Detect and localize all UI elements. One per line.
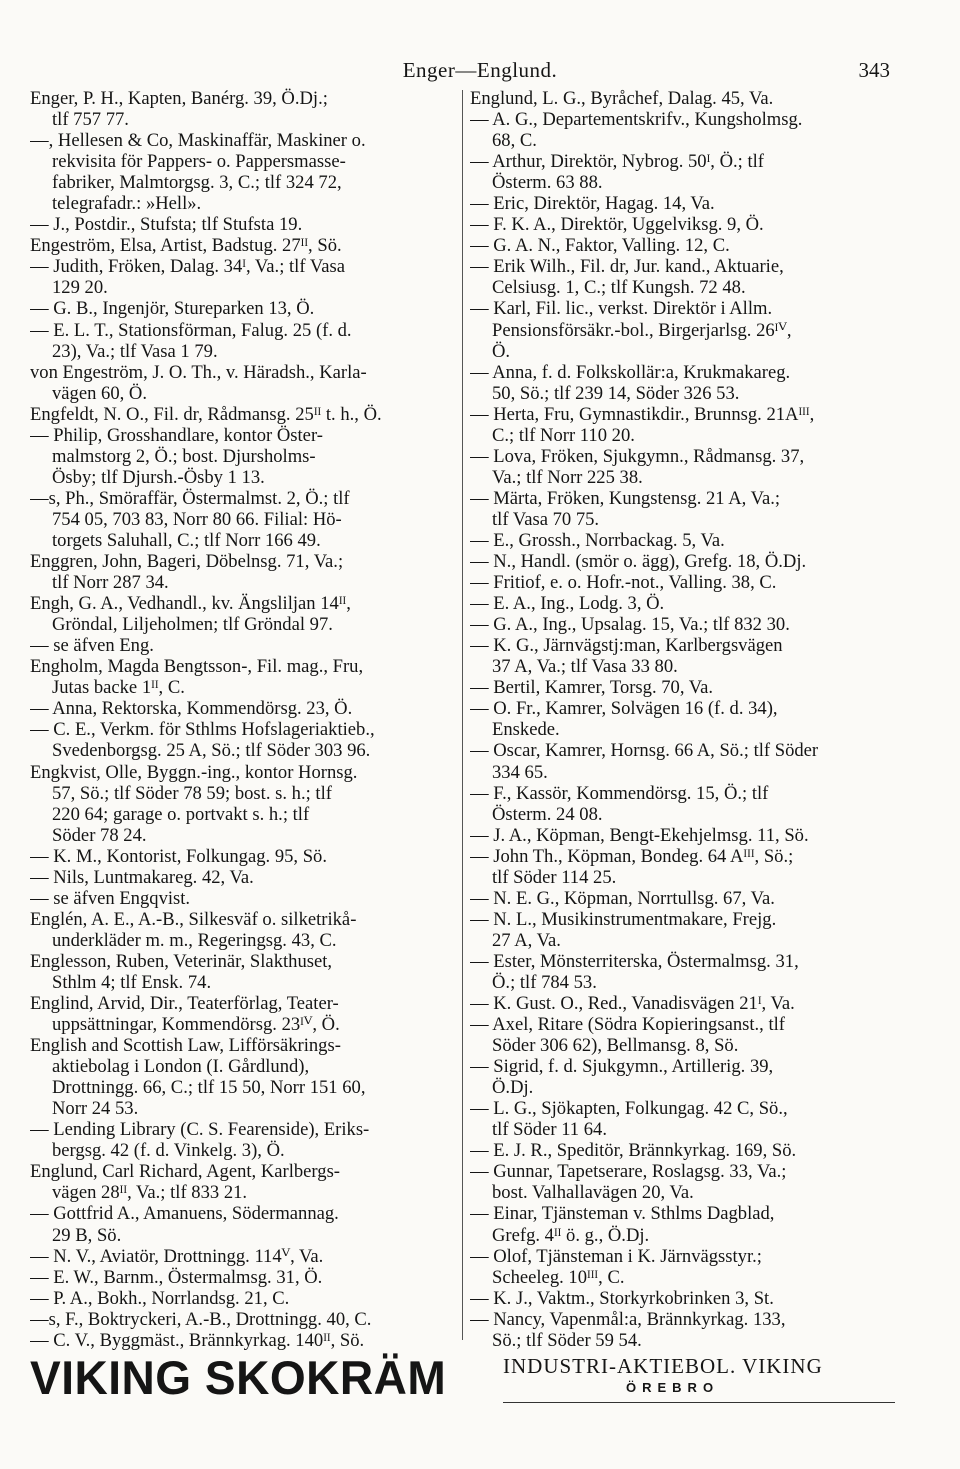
advertisement bbox=[30, 1350, 910, 1410]
directory-line: — C. E., Verkm. för Sthlms Hofslageriaktieb., bbox=[30, 719, 375, 741]
directory-line: Drottningg. 66, C.; tlf 15 50, Norr 151 60, bbox=[52, 1077, 366, 1099]
directory-line: — E. J. R., Speditör, Brännkyrkag. 169, Sö. bbox=[470, 1140, 797, 1162]
directory-line: tlf Vasa 70 75. bbox=[492, 508, 600, 530]
directory-line: Engfeldt, N. O., Fil. dr, Rådmansg. 25ᴵᴵ t. h., Ö. bbox=[30, 403, 382, 425]
directory-line: 27 A, Va. bbox=[492, 929, 561, 951]
directory-line: — Bertil, Kamrer, Torsg. 70, Va. bbox=[470, 677, 714, 699]
page-number: 343 bbox=[858, 58, 890, 82]
directory-line: Norr 24 53. bbox=[52, 1098, 139, 1120]
directory-line: Engeström, Elsa, Artist, Badstug. 27ᴵᴵ, Sö. bbox=[30, 235, 342, 257]
directory-line: — N., Handl. (smör o. ägg), Grefg. 18, Ö.Dj. bbox=[470, 551, 807, 573]
directory-line: Engholm, Magda Bengtsson-, Fil. mag., Fru, bbox=[30, 656, 364, 678]
directory-line: Sthlm 4; tlf Ensk. 74. bbox=[52, 971, 212, 993]
directory-line: — se äfven Eng. bbox=[30, 635, 154, 657]
directory-line: — Eric, Direktör, Hagag. 14, Va. bbox=[470, 193, 715, 215]
directory-line: underkläder m. m., Regeringsg. 43, C. bbox=[52, 929, 337, 951]
directory-line: bost. Valhallavägen 20, Va. bbox=[492, 1182, 694, 1204]
directory-line: — Arthur, Direktör, Nybrog. 50ᴵ, Ö.; tlf bbox=[470, 151, 765, 173]
directory-line: Englund, L. G., Byråchef, Dalag. 45, Va. bbox=[470, 88, 774, 109]
directory-line: — Anna, Rektorska, Kommendörsg. 23, Ö. bbox=[30, 698, 353, 720]
directory-line: Grefg. 4ᴵᴵ ö. g., Ö.Dj. bbox=[492, 1224, 650, 1246]
directory-line: Sö.; tlf Söder 59 54. bbox=[492, 1329, 642, 1351]
directory-line: — G. A. N., Faktor, Valling. 12, C. bbox=[470, 235, 730, 257]
ad-brand: VIKING SKOKRÄM bbox=[30, 1351, 447, 1404]
directory-line: — J., Postdir., Stufsta; tlf Stufsta 19. bbox=[30, 214, 303, 236]
directory-line: — Anna, f. d. Folkskollär:a, Krukmakareg. bbox=[470, 361, 791, 383]
directory-line: — K. G., Järnvägstj:man, Karlbergsvägen bbox=[470, 635, 783, 657]
directory-line: — A. G., Departementskrifv., Kungsholmsg. bbox=[470, 109, 803, 131]
directory-line: — K. Gust. O., Red., Vanadisvägen 21ᴵ, Va. bbox=[470, 993, 795, 1015]
directory-line: tlf Söder 11 64. bbox=[492, 1119, 607, 1141]
directory-line: —, Hellesen & Co, Maskinaffär, Maskiner o. bbox=[30, 130, 366, 152]
directory-line: Ö. bbox=[492, 340, 511, 362]
directory-line: 220 64; garage o. portvakt s. h.; tlf bbox=[52, 803, 310, 825]
directory-line: Celsiusg. 1, C.; tlf Kungsh. 72 48. bbox=[492, 277, 746, 299]
directory-line: — E. L. T., Stationsförman, Falug. 25 (f. d. bbox=[30, 319, 352, 341]
directory-line: — N. V., Aviatör, Drottningg. 114ⱽ, Va. bbox=[30, 1245, 324, 1267]
directory-line: — Märta, Fröken, Kungstensg. 21 A, Va.; bbox=[470, 487, 781, 509]
directory-line: — N. E. G., Köpman, Norrtullsg. 67, Va. bbox=[470, 887, 775, 909]
directory-line: — K. J., Vaktm., Storkyrkobrinken 3, St. bbox=[470, 1287, 774, 1309]
directory-line: Söder 306 62), Bellmansg. 8, Sö. bbox=[492, 1035, 739, 1057]
directory-line: 129 20. bbox=[52, 277, 108, 299]
directory-line: — Einar, Tjänsteman v. Sthlms Dagblad, bbox=[470, 1203, 775, 1225]
directory-line: — Judith, Fröken, Dalag. 34ᴵ, Va.; tlf Vasa bbox=[30, 256, 345, 278]
directory-line: — Fritiof, e. o. Hofr.-not., Valling. 38, C. bbox=[470, 572, 777, 594]
directory-line: — E. W., Barnm., Östermalmsg. 31, Ö. bbox=[30, 1266, 323, 1288]
directory-line: 57, Sö.; tlf Söder 78 59; bost. s. h.; tlf bbox=[52, 782, 332, 804]
directory-line: — Lova, Fröken, Sjukgymn., Rådmansg. 37, bbox=[470, 445, 805, 467]
directory-line: torgets Saluhall, C.; tlf Norr 166 49. bbox=[52, 529, 321, 551]
directory-line: — E., Grossh., Norrbackag. 5, Va. bbox=[470, 529, 725, 551]
directory-line: — Gottfrid A., Amanuens, Södermannag. bbox=[30, 1203, 339, 1225]
directory-line: Engh, G. A., Vedhandl., kv. Ängsliljan 14ᴵᴵ, bbox=[30, 593, 351, 615]
directory-line: — J. A., Köpman, Bengt-Ekehjelmsg. 11, Sö. bbox=[470, 824, 809, 846]
directory-line: — Nils, Luntmakareg. 42, Va. bbox=[30, 866, 254, 888]
directory-line: Englund, Carl Richard, Agent, Karlbergs- bbox=[30, 1161, 341, 1183]
directory-line: tlf Norr 287 34. bbox=[52, 572, 169, 594]
directory-line: — K. M., Kontorist, Folkungag. 95, Sö. bbox=[30, 845, 328, 867]
directory-line: Ö.Dj. bbox=[492, 1077, 534, 1099]
directory-line: 334 65. bbox=[492, 761, 548, 783]
ad-company: INDUSTRI-AKTIEBOL. VIKING bbox=[503, 1354, 823, 1378]
directory-line: — Karl, Fil. lic., verkst. Direktör i Allm. bbox=[470, 298, 773, 320]
directory-line: fabriker, Malmtorgsg. 3, C.; tlf 324 72, bbox=[52, 172, 342, 194]
directory-line: Ö.; tlf 784 53. bbox=[492, 971, 597, 993]
directory-line: 50, Sö.; tlf 239 14, Söder 326 53. bbox=[492, 382, 740, 404]
directory-line: tlf 757 77. bbox=[52, 109, 129, 131]
directory-line: vägen 28ᴵᴵ, Va.; tlf 833 21. bbox=[52, 1182, 248, 1204]
directory-line: — G. B., Ingenjör, Stureparken 13, Ö. bbox=[30, 298, 315, 320]
directory-line: Va.; tlf Norr 225 38. bbox=[492, 466, 643, 488]
directory-line: — Nancy, Vapenmål:a, Brännkyrkag. 133, bbox=[470, 1308, 786, 1330]
directory-line: 23), Va.; tlf Vasa 1 79. bbox=[52, 340, 218, 362]
directory-line: — Olof, Tjänsteman i K. Järnvägsstyr.; bbox=[470, 1245, 762, 1267]
directory-line: Englén, A. E., A.-B., Silkesväf o. silketrikå- bbox=[30, 908, 357, 930]
column-divider bbox=[462, 90, 463, 1340]
directory-line: aktiebolag i London (I. Gårdlund), bbox=[52, 1056, 310, 1078]
directory-line: — Axel, Ritare (Södra Kopieringsanst., tlf bbox=[470, 1014, 786, 1036]
directory-line: — P. A., Bokh., Norrlandsg. 21, C. bbox=[30, 1287, 290, 1309]
directory-line: English and Scottish Law, Lifförsäkrings- bbox=[30, 1035, 341, 1057]
directory-line: Gröndal, Liljeholmen; tlf Gröndal 97. bbox=[52, 614, 333, 636]
directory-line: — Herta, Fru, Gymnastikdir., Brunnsg. 21Aᴵᴵᴵ, bbox=[470, 403, 815, 425]
directory-line: Englind, Arvid, Dir., Teaterförlag, Teater- bbox=[30, 993, 339, 1015]
directory-line: Österm. 63 88. bbox=[492, 172, 603, 194]
directory-line: 29 B, Sö. bbox=[52, 1224, 122, 1246]
directory-line: 37 A, Va.; tlf Vasa 33 80. bbox=[492, 656, 678, 678]
directory-line: —s, Ph., Smöraffär, Östermalmst. 2, Ö.; tlf bbox=[30, 487, 350, 509]
directory-line: — G. A., Ing., Upsalag. 15, Va.; tlf 832 30. bbox=[470, 614, 790, 636]
directory-line: — F., Kassör, Kommendörsg. 15, Ö.; tlf bbox=[470, 782, 769, 804]
directory-line: Englesson, Ruben, Veterinär, Slakthuset, bbox=[30, 950, 333, 972]
directory-line: Engkvist, Olle, Byggn.-ing., kontor Hornsg. bbox=[30, 761, 358, 783]
directory-line: telegrafadr.: »Hell». bbox=[52, 193, 202, 215]
ad-rule bbox=[503, 1402, 895, 1403]
ad-city: ÖREBRO bbox=[626, 1380, 720, 1395]
directory-line: 68, C. bbox=[492, 130, 537, 152]
directory-line: — E. A., Ing., Lodg. 3, Ö. bbox=[470, 593, 665, 615]
directory-line: — Erik Wilh., Fil. dr, Jur. kand., Aktuarie, bbox=[470, 256, 784, 278]
left-column bbox=[30, 88, 460, 1351]
directory-line: Söder 78 24. bbox=[52, 824, 147, 846]
directory-line: — F. K. A., Direktör, Uggelviksg. 9, Ö. bbox=[470, 214, 764, 236]
directory-line: — Sigrid, f. d. Sjukgymn., Artillerig. 39, bbox=[470, 1056, 774, 1078]
directory-line: — se äfven Engqvist. bbox=[30, 887, 191, 909]
directory-line: — N. L., Musikinstrumentmakare, Frejg. bbox=[470, 908, 777, 930]
directory-line: Svedenborgsg. 25 A, Sö.; tlf Söder 303 96. bbox=[52, 740, 371, 762]
directory-line: Scheeleg. 10ᴵᴵᴵ, C. bbox=[492, 1266, 625, 1288]
directory-line: Pensionsförsäkr.-bol., Birgerjarlsg. 26ᴵⱽ, bbox=[492, 319, 792, 341]
directory-line: — Gunnar, Tapetserare, Roslagsg. 33, Va.; bbox=[470, 1161, 787, 1183]
right-column bbox=[470, 88, 900, 1351]
directory-line: tlf Söder 114 25. bbox=[492, 866, 617, 888]
page-header bbox=[0, 58, 960, 88]
directory-line: Enskede. bbox=[492, 719, 560, 741]
directory-line: — Philip, Grosshandlare, kontor Öster- bbox=[30, 424, 323, 446]
directory-line: — Lending Library (C. S. Fearenside), Eriks- bbox=[30, 1119, 370, 1141]
directory-line: — Ester, Mönsterriterska, Östermalmsg. 31, bbox=[470, 950, 799, 972]
directory-line: von Engeström, J. O. Th., v. Häradsh., Karla- bbox=[30, 361, 367, 383]
directory-line: — John Th., Köpman, Bondeg. 64 Aᴵᴵᴵ, Sö.; bbox=[470, 845, 794, 867]
directory-line: —s, F., Boktryckeri, A.-B., Drottningg. 40, C. bbox=[30, 1308, 372, 1330]
directory-line: uppsättningar, Kommendörsg. 23ᴵⱽ, Ö. bbox=[52, 1014, 340, 1036]
directory-line: Ösby; tlf Djursh.-Ösby 1 13. bbox=[52, 466, 265, 488]
directory-line: bergsg. 42 (f. d. Vinkelg. 3), Ö. bbox=[52, 1140, 285, 1162]
directory-line: Österm. 24 08. bbox=[492, 803, 603, 825]
directory-line: — Oscar, Kamrer, Hornsg. 66 A, Sö.; tlf Söder bbox=[470, 740, 819, 762]
directory-line: Enger, P. H., Kapten, Banérg. 39, Ö.Dj.; bbox=[30, 88, 328, 109]
directory-line: Enggren, John, Bageri, Döbelnsg. 71, Va.; bbox=[30, 551, 344, 573]
directory-line: — L. G., Sjökapten, Folkungag. 42 C, Sö., bbox=[470, 1098, 788, 1120]
directory-line: — O. Fr., Kamrer, Solvägen 16 (f. d. 34), bbox=[470, 698, 778, 720]
directory-line: 754 05, 703 83, Norr 80 66. Filial: Hö- bbox=[52, 508, 342, 530]
directory-line: — C. V., Byggmäst., Brännkyrkag. 140ᴵᴵ, Sö. bbox=[30, 1329, 365, 1351]
directory-line: rekvisita för Pappers- o. Pappersmasse- bbox=[52, 151, 346, 173]
page-title: Enger—Englund. bbox=[402, 58, 558, 82]
directory-line: vägen 60, Ö. bbox=[52, 382, 148, 404]
directory-line: C.; tlf Norr 110 20. bbox=[492, 424, 635, 446]
directory-line: malmstorg 2, Ö.; bost. Djursholms- bbox=[52, 445, 316, 467]
directory-line: Jutas backe 1ᴵᴵ, C. bbox=[52, 677, 185, 699]
